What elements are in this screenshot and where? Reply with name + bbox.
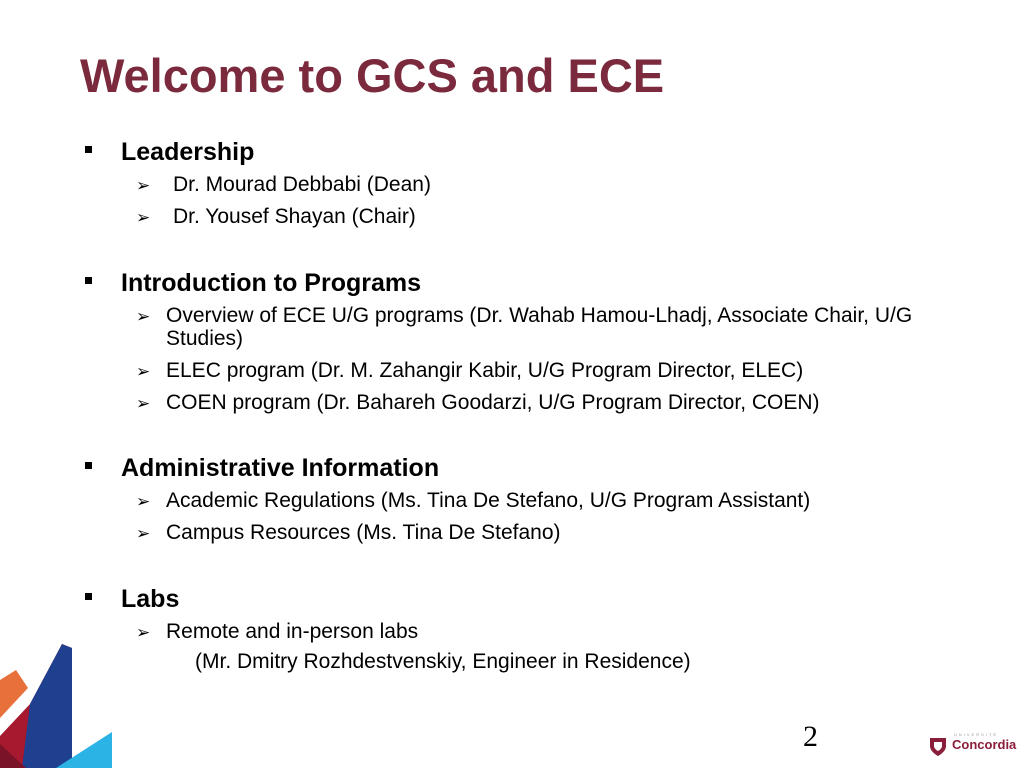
section-heading: Leadership [121,138,255,166]
section-heading: Introduction to Programs [121,269,421,297]
concordia-crest-icon [928,736,948,758]
list-item: ➢ Remote and in-person labs [136,620,419,643]
list-item: ➢ Dr. Yousef Shayan (Chair) [136,205,416,228]
arrow-bullet-icon: ➢ [136,394,151,414]
arrow-bullet-icon: ➢ [136,208,151,228]
square-bullet-icon [85,146,92,153]
section-labs [0,584,1024,674]
arrow-bullet-icon: ➢ [136,623,151,643]
list-item: ➢ Overview of ECE U/G programs (Dr. Wahab Hamou-Lhadj, Associate Chair, U/G Studies) [136,304,913,350]
slide-title: Welcome to GCS and ECE [80,49,665,102]
square-bullet-icon [85,277,92,284]
arrow-bullet-icon: ➢ [136,176,151,196]
square-bullet-icon [85,462,92,469]
section-heading: Administrative Information [121,454,440,482]
list-item: ➢ Academic Regulations (Ms. Tina De Stefano, U/G Program Assistant) [136,489,811,512]
list-item: ➢ COEN program (Dr. Bahareh Goodarzi, U/G Program Director, COEN) [136,391,820,414]
list-item: ➢ Campus Resources (Ms. Tina De Stefano) [136,521,561,544]
concordia-logo: UNIVERSITÉ Concordia [928,732,1008,762]
square-bullet-icon [85,593,92,600]
arrow-bullet-icon: ➢ [136,524,151,544]
section-programs [0,268,1024,414]
arrow-bullet-icon: ➢ [136,492,151,512]
section-heading: Labs [121,585,180,613]
list-item: ➢ Dr. Mourad Debbabi (Dean) [136,173,431,196]
section-administrative [0,453,1024,544]
page-number: 2 [803,720,818,753]
section-leadership [0,137,1024,228]
arrow-bullet-icon: ➢ [136,362,151,382]
corner-decoration-icon [0,640,112,768]
list-item: ➢ ELEC program (Dr. M. Zahangir Kabir, U/G Program Director, ELEC) [136,359,804,382]
list-item-continuation: (Mr. Dmitry Rozhdestvenskiy, Engineer in Residence) [195,650,691,673]
arrow-bullet-icon: ➢ [136,307,151,327]
